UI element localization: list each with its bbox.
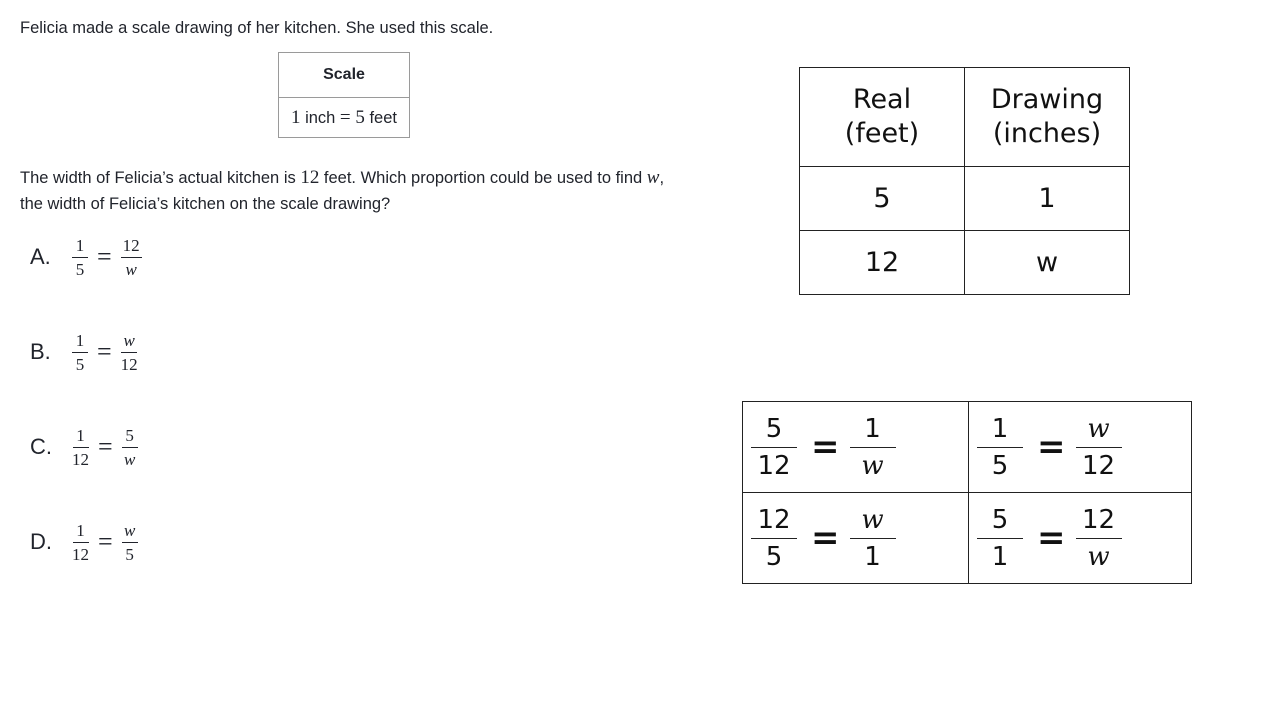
scale-feet-unit: feet: [364, 108, 397, 127]
proportion-cell: [969, 402, 1192, 493]
choice-a[interactable]: [30, 227, 142, 287]
numerator: 12: [751, 504, 797, 539]
numerator: 1: [977, 413, 1023, 448]
numerator: 1: [72, 236, 88, 258]
table-cell: 5: [800, 167, 965, 231]
choice-letter: A.: [30, 244, 51, 269]
choice-d[interactable]: [30, 512, 138, 572]
numerator: 5: [751, 413, 797, 448]
proportion-grid: [742, 401, 1192, 584]
denominator: 12: [1081, 450, 1116, 481]
numerator: 1: [850, 413, 896, 448]
ratio-table-header-real: [800, 68, 965, 167]
choice-left-fraction: [72, 236, 88, 279]
proportion-cell: [743, 493, 969, 584]
question-segment: feet. Which proportion could be used to find: [319, 169, 647, 187]
numerator: 1: [73, 426, 89, 448]
numerator: w: [122, 521, 138, 543]
denominator: 12: [120, 354, 138, 374]
fraction: [751, 504, 797, 573]
fraction: [850, 504, 896, 573]
question-number: 12: [300, 167, 320, 188]
choice-right-fraction: [121, 331, 138, 374]
choice-left-fraction: [72, 331, 88, 374]
fraction: [1076, 413, 1122, 482]
numerator: 1: [73, 521, 89, 543]
denominator: 1: [991, 541, 1009, 572]
table-cell: w: [965, 231, 1130, 295]
header-line: Real: [852, 84, 912, 115]
denominator: w: [125, 259, 137, 279]
denominator: 5: [75, 354, 85, 374]
equals-sign: =: [98, 432, 113, 461]
fraction: [977, 413, 1023, 482]
table-cell: 1: [965, 167, 1130, 231]
choice-right-fraction: [122, 426, 138, 469]
denominator: 12: [72, 544, 89, 564]
scale-inches-unit: inch: [300, 108, 340, 127]
numerator: 5: [977, 504, 1023, 539]
equals-sign: =: [97, 337, 112, 366]
numerator: w: [850, 504, 896, 539]
choice-right-fraction: [121, 236, 142, 279]
denominator: 12: [757, 450, 791, 481]
denominator: 1: [864, 541, 881, 572]
proportion-cell: [969, 493, 1192, 584]
scale-table-value: [279, 98, 410, 138]
fraction: [850, 413, 896, 482]
choice-left-fraction: [72, 521, 89, 564]
fraction: [977, 504, 1023, 573]
denominator: 5: [75, 259, 85, 279]
fraction: [1076, 504, 1122, 573]
question-segment: , the width of Felicia’s kitchen on the scale drawing?: [20, 169, 665, 213]
choice-right-fraction: [122, 521, 138, 564]
denominator: w: [861, 450, 884, 481]
scale-equals-sign: =: [339, 106, 351, 128]
equals-sign: =: [98, 527, 113, 556]
denominator: w: [124, 449, 136, 469]
numerator: 12: [121, 236, 142, 258]
choice-letter: D.: [30, 529, 52, 554]
header-line: Drawing: [990, 84, 1104, 115]
denominator: w: [1087, 541, 1110, 572]
numerator: 5: [122, 426, 138, 448]
proportion-cell: [743, 402, 969, 493]
denominator: 5: [991, 450, 1009, 481]
choice-left-fraction: [72, 426, 89, 469]
table-cell: 12: [800, 231, 965, 295]
header-line: (inches): [992, 118, 1102, 149]
equals-sign: =: [1037, 427, 1066, 467]
table-row: [800, 167, 1130, 231]
denominator: 5: [765, 541, 783, 572]
equals-sign: =: [97, 242, 112, 271]
scale-table-header: Scale: [279, 53, 410, 98]
equals-sign: =: [811, 427, 840, 467]
fraction: [751, 413, 797, 482]
numerator: 12: [1076, 504, 1122, 539]
question-segment: The width of Felicia’s actual kitchen is: [20, 169, 301, 187]
question-text: [20, 165, 680, 217]
table-row: [800, 231, 1130, 295]
numerator: 1: [72, 331, 88, 353]
choice-b[interactable]: [30, 322, 138, 382]
question-variable: w: [646, 167, 660, 188]
denominator: 5: [125, 544, 134, 564]
ratio-table-header-drawing: [965, 68, 1130, 167]
problem-intro: Felicia made a scale drawing of her kitchen. She used this scale.: [20, 19, 494, 37]
numerator: w: [121, 331, 137, 353]
choice-letter: C.: [30, 434, 52, 459]
ratio-table: [799, 67, 1130, 295]
choice-letter: B.: [30, 339, 51, 364]
numerator: w: [1076, 413, 1122, 448]
scale-feet-number: 5: [350, 106, 365, 128]
scale-table: [278, 52, 410, 138]
scale-inches-number: 1: [290, 106, 301, 128]
equals-sign: =: [1037, 518, 1066, 558]
choice-c[interactable]: [30, 417, 138, 477]
denominator: 12: [72, 449, 89, 469]
equals-sign: =: [811, 518, 840, 558]
header-line: (feet): [844, 118, 920, 149]
